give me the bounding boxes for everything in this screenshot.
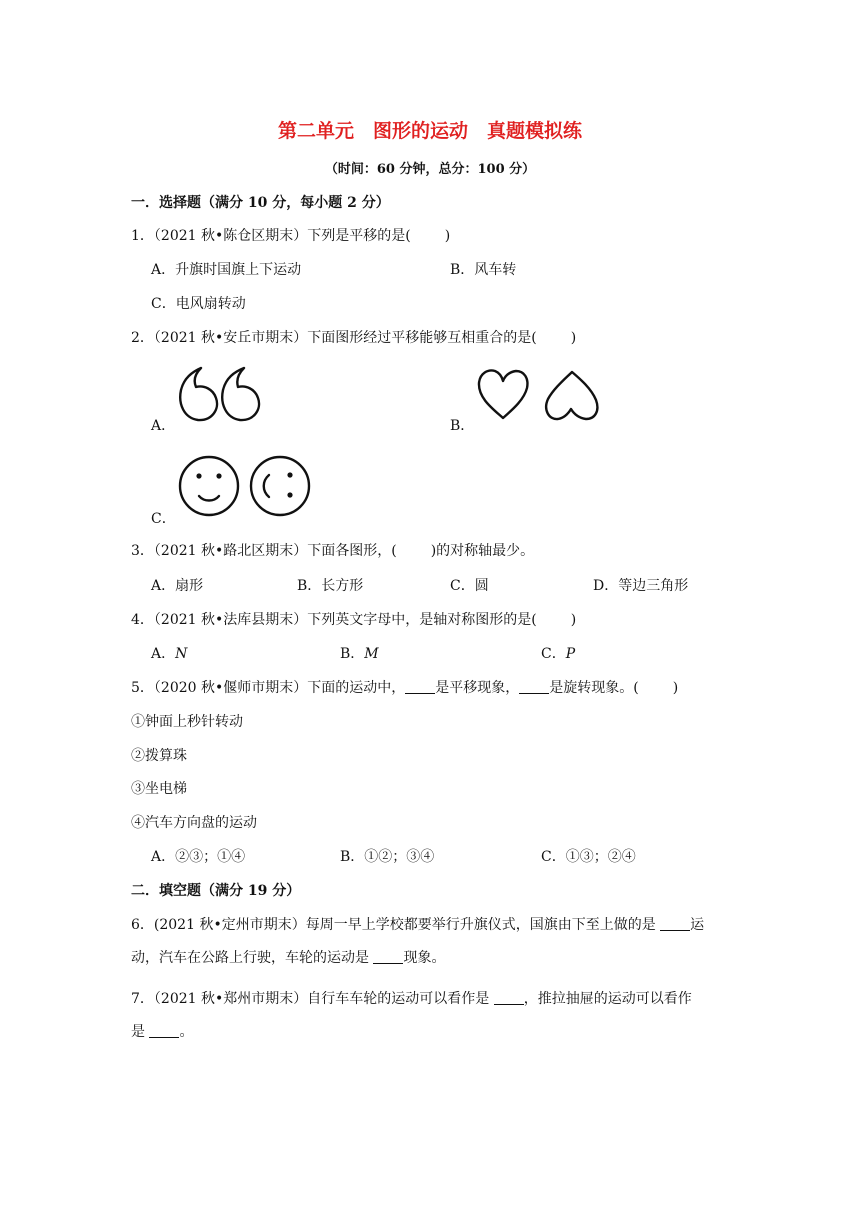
answer-blank[interactable] <box>660 916 690 931</box>
answer-blank[interactable] <box>373 949 403 964</box>
question-3-option-d: D．等边三角形 <box>593 578 689 594</box>
smiley-face-icon <box>178 453 313 519</box>
answer-blank[interactable] <box>519 679 549 694</box>
question-2-stem: 2．（2021 秋•安丘市期末）下面图形经过平移能够互相重合的是( <box>131 330 537 346</box>
question-4-option-c: C．P <box>541 646 576 662</box>
question-5 <box>131 677 678 697</box>
letter-p: P <box>565 646 576 662</box>
question-5-item-4: ④汽车方向盘的运动 <box>131 815 257 831</box>
question-2 <box>131 327 576 347</box>
question-1-close: ) <box>444 228 451 244</box>
question-6-line-1: 6．(2021 秋•定州市期末）每周一早上学校都要举行升旗仪式，国旗由下至上做的是 运 <box>131 917 705 933</box>
question-3-option-c: C．圆 <box>450 578 489 594</box>
answer-blank[interactable] <box>405 679 435 694</box>
page-title: 第二单元 图形的运动 真题模拟练 <box>277 120 582 142</box>
question-4-close: ) <box>570 612 577 628</box>
letter-n: N <box>175 646 188 662</box>
question-3-stem-a: 3．（2021 秋•路北区期末）下面各图形，( <box>131 543 397 559</box>
question-3 <box>131 540 534 560</box>
heart-shape-icon <box>476 366 601 424</box>
question-5-stem-c: 是旋转现象。( <box>549 680 639 696</box>
letter-m: M <box>364 646 379 662</box>
question-5-stem-b: 是平移现象， <box>435 680 520 696</box>
question-7-line-2: 是 。 <box>131 1024 194 1040</box>
question-1-option-c: C．电风扇转动 <box>151 296 246 312</box>
section-fill-in: 二．填空题（满分 19 分） <box>131 883 301 899</box>
question-2-option-a: A． <box>151 418 176 434</box>
question-1-option-a: A．升旗时国旗上下运动 <box>151 262 302 278</box>
question-2-option-c: C． <box>151 511 176 527</box>
question-4-option-a: A．N <box>151 646 188 662</box>
question-5-option-b: B．①②；③④ <box>340 849 435 865</box>
comma-shape-icon <box>178 366 268 424</box>
question-2-close: ) <box>570 330 577 346</box>
answer-blank[interactable] <box>149 1023 179 1038</box>
question-3-option-b: B．长方形 <box>297 578 364 594</box>
question-5-item-1: ①钟面上秒针转动 <box>131 714 243 730</box>
question-6-line-2: 动，汽车在公路上行驶，车轮的运动是 现象。 <box>131 950 446 966</box>
question-5-option-a: A．②③；①④ <box>151 849 246 865</box>
question-5-stem-a: 5．（2020 秋•偃师市期末）下面的运动中， <box>131 680 406 696</box>
question-2-option-b: B． <box>450 418 475 434</box>
question-5-close: ) <box>672 680 679 696</box>
question-3-stem-b: )的对称轴最少。 <box>430 543 535 559</box>
question-4-option-b: B．M <box>340 646 379 662</box>
question-1 <box>131 225 450 245</box>
section-multiple-choice: 一．选择题（满分 10 分，每小题 2 分） <box>131 195 390 211</box>
question-3-option-a: A．扇形 <box>151 578 204 594</box>
question-4-stem: 4．（2021 秋•法库县期末）下列英文字母中，是轴对称图形的是( <box>131 612 537 628</box>
question-4 <box>131 609 576 629</box>
question-1-option-b: B．风车转 <box>450 262 517 278</box>
question-1-stem: 1．（2021 秋•陈仓区期末）下列是平移的是( <box>131 228 411 244</box>
answer-blank[interactable] <box>494 990 524 1005</box>
question-5-item-3: ③坐电梯 <box>131 781 187 797</box>
question-5-option-c: C．①③；②④ <box>541 849 636 865</box>
question-7-line-1: 7．（2021 秋•郑州市期末）自行车车轮的运动可以看作是 ，推拉抽屉的运动可以看作 <box>131 991 692 1007</box>
question-5-item-2: ②拨算珠 <box>131 748 187 764</box>
exam-info: （时间：60 分钟，总分：100 分） <box>324 162 536 177</box>
